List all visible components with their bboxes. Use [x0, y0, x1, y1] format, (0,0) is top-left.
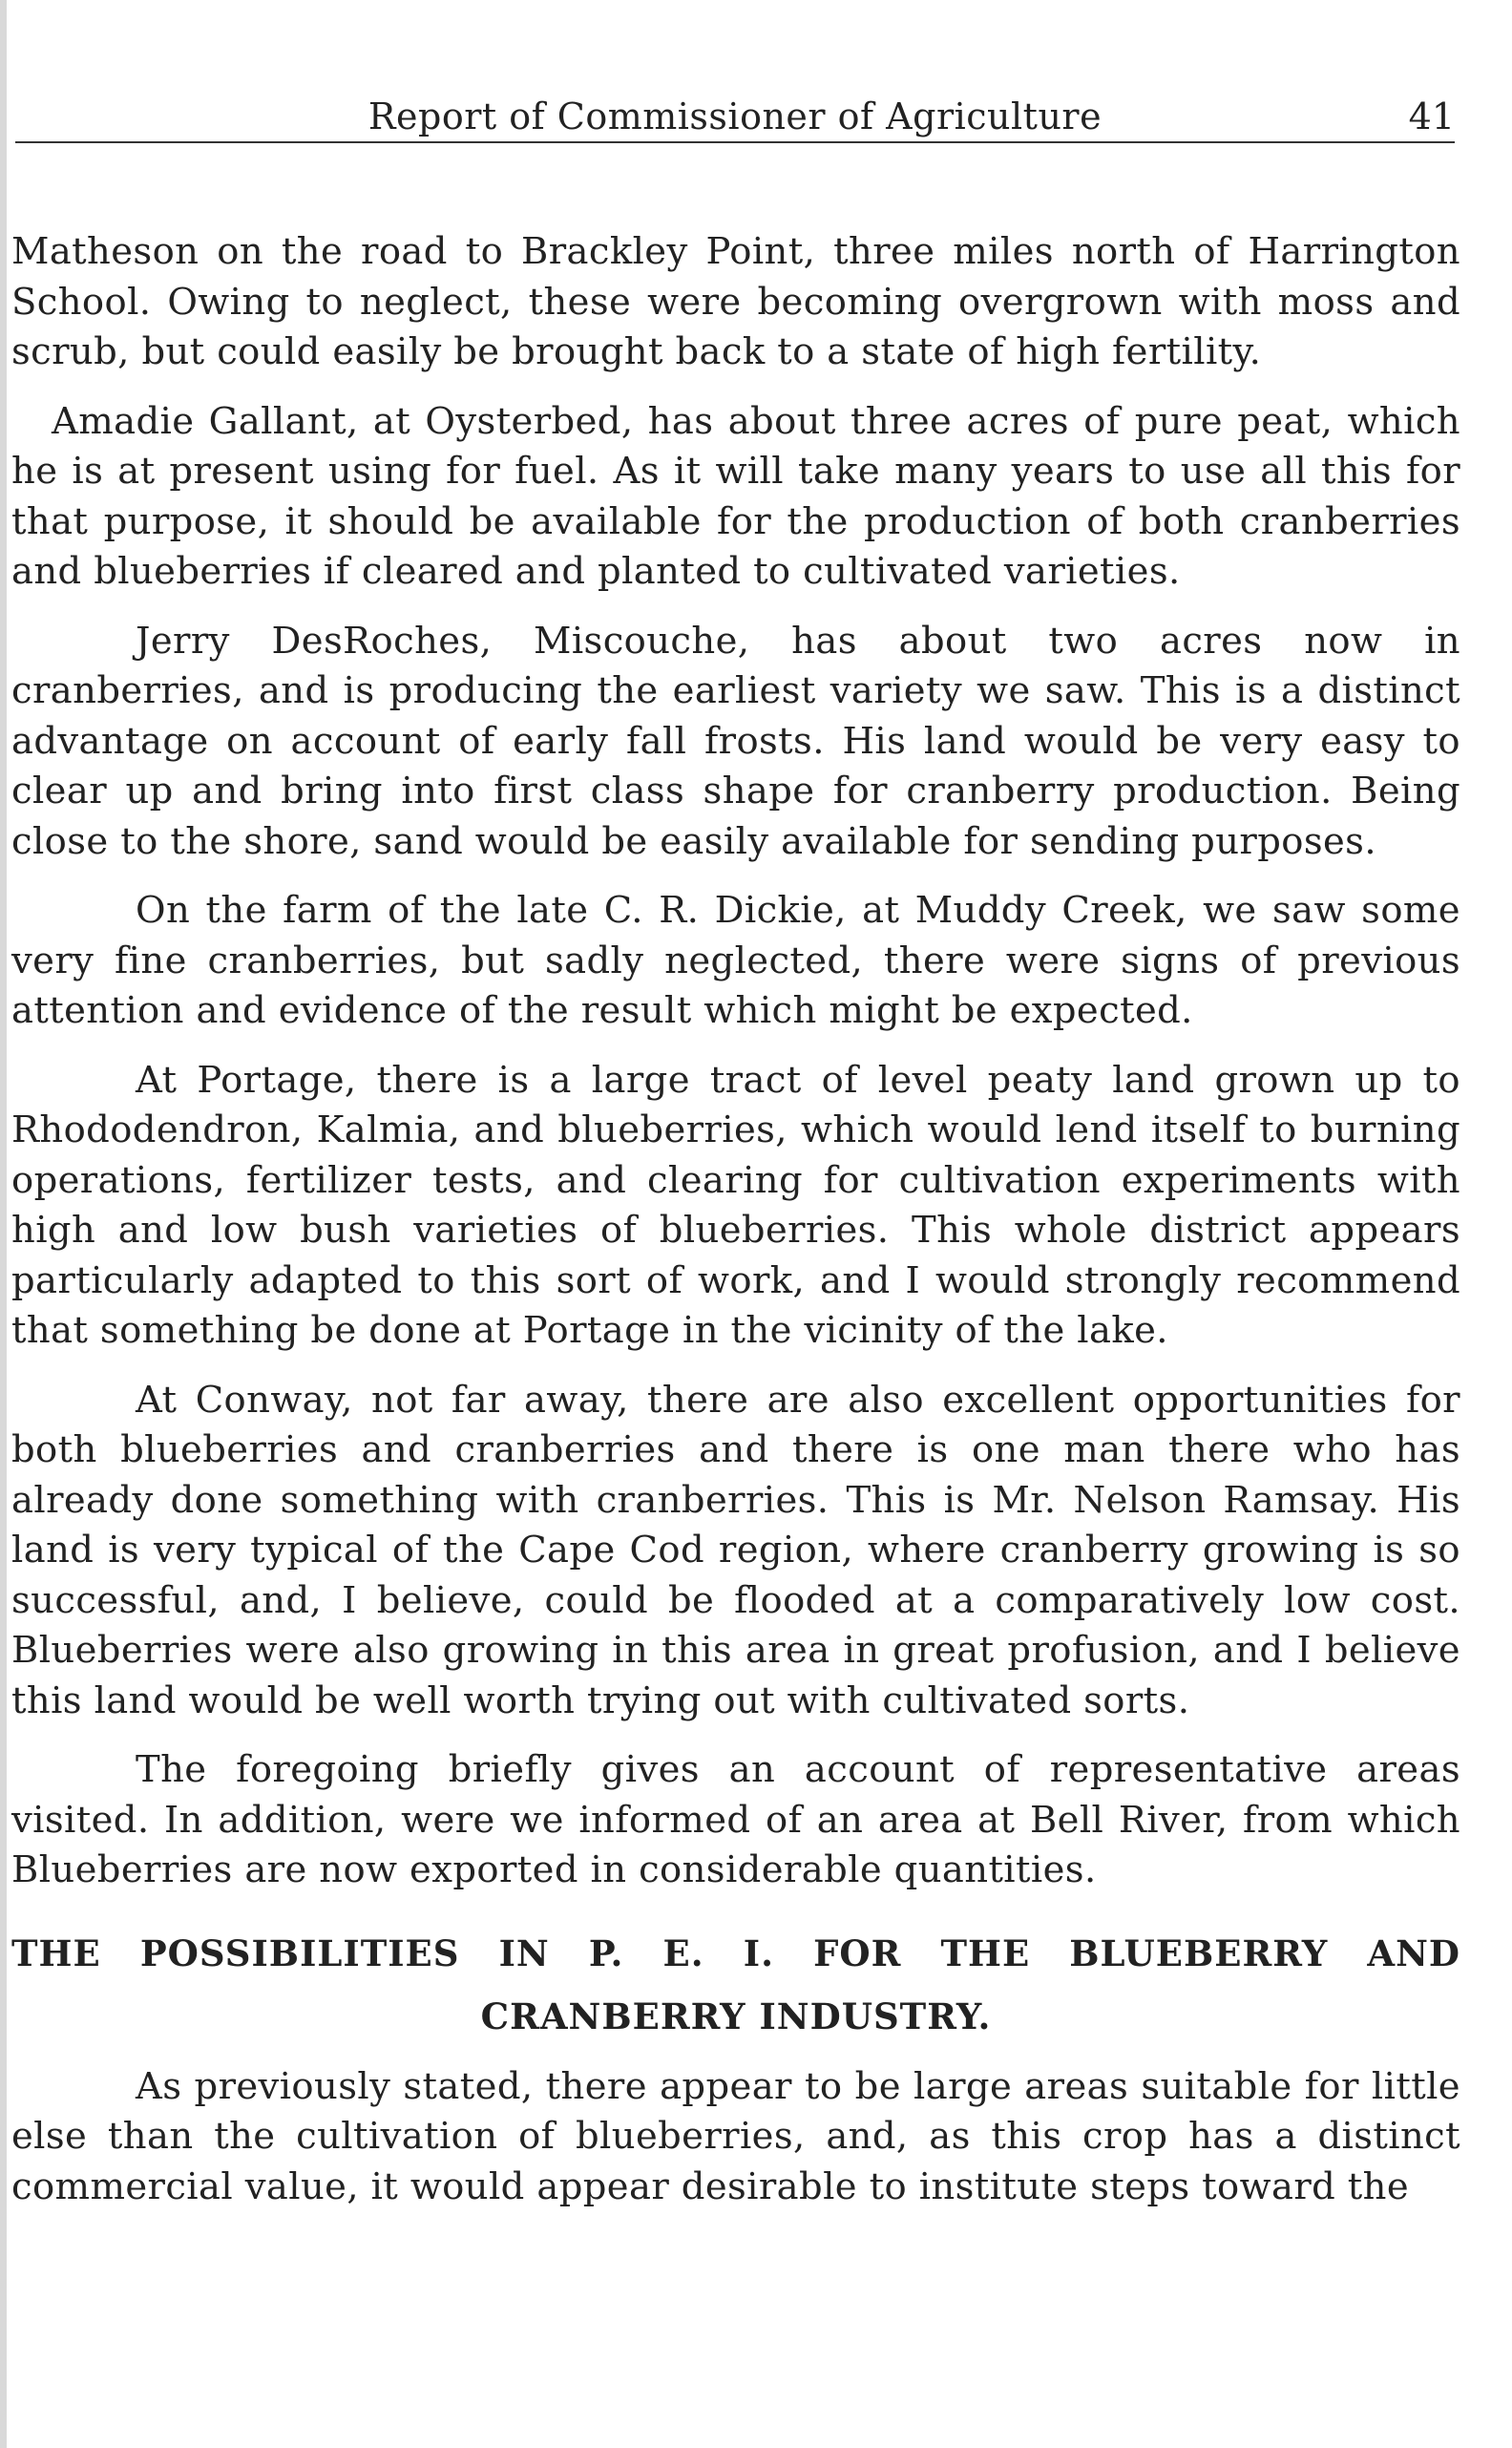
paragraph-summary: The foregoing briefly gives an account of representative areas visited. In addition, were we informed of an area at Bell River, from which Blueberries are now exported in considerable quantities.: [11, 1748, 1460, 1891]
paragraph-matheson: Matheson on the road to Brackley Point, three miles north of Harrington School. Owing to neglect, these were becoming overgrown with moss and scrub, but could easily be brought back to a state of high fertility.: [11, 230, 1460, 373]
section-heading-continued: CRANBERRY INDUSTRY.: [480, 1994, 992, 2037]
page-number: 41: [1408, 95, 1455, 137]
paragraph-possibilities: As previously stated, there appear to be large areas suitable for little else than the cultivation of blueberries, and, as this crop has a distinct commercial value, it would appear desirable to institute steps toward the: [11, 2064, 1460, 2208]
paragraph-dickie: On the farm of the late C. R. Dickie, at Muddy Creek, we saw some very fine cranberries, but sadly neglected, there were signs of previous attention and evidence of the result which might be expected.: [11, 889, 1460, 1032]
section-heading: THE POSSIBILITIES IN P. E. I. FOR THE BLUEBERRY AND: [11, 1931, 1460, 1974]
running-header: [15, 95, 1455, 143]
paragraph-conway: At Conway, not far away, there are also excellent opportunities for both blueberries and cranberries and there is one man there who has already done something with cranberries. This is Mr. Nelson Ramsay. His land is very typical of the Cape Cod region, where cranberry growing is so successful, and, I believe, could be flooded at a comparatively low cost. Blueberries were also growing in this area in great profusion, and I believe this land would be well worth trying out with cultivated sorts.: [11, 1378, 1460, 1722]
paragraph-portage: At Portage, there is a large tract of level peaty land grown up to Rhododendron, Kalmia, and blueberries, which would lend itself to burning operations, fertilizer tests, and clearing for cultivation experiments with high and low bush varieties of blueberries. This whole district appears particularly adapted to this sort of work, and I would strongly recommend that something be done at Portage in the vicinity of the lake.: [11, 1058, 1460, 1352]
paragraph-desroches: Jerry DesRoches, Miscouche, has about two acres now in cranberries, and is producing the earliest variety we saw. This is a distinct advantage on account of early fall frosts. His land would be very easy to clear up and bring into first class shape for cranberry production. Being close to the shore, sand would be easily available for sending purposes.: [11, 619, 1460, 863]
body-text: [11, 227, 1460, 2231]
header-title: Report of Commissioner of Agriculture: [368, 95, 1102, 137]
paragraph-gallant: Amadie Gallant, at Oysterbed, has about three acres of pure peat, which he is at present using for fuel. As it will take many years to use all this for that purpose, it should be available for the production of both cranberries and blueberries if cleared and planted to cultivated varieties.: [11, 399, 1460, 593]
